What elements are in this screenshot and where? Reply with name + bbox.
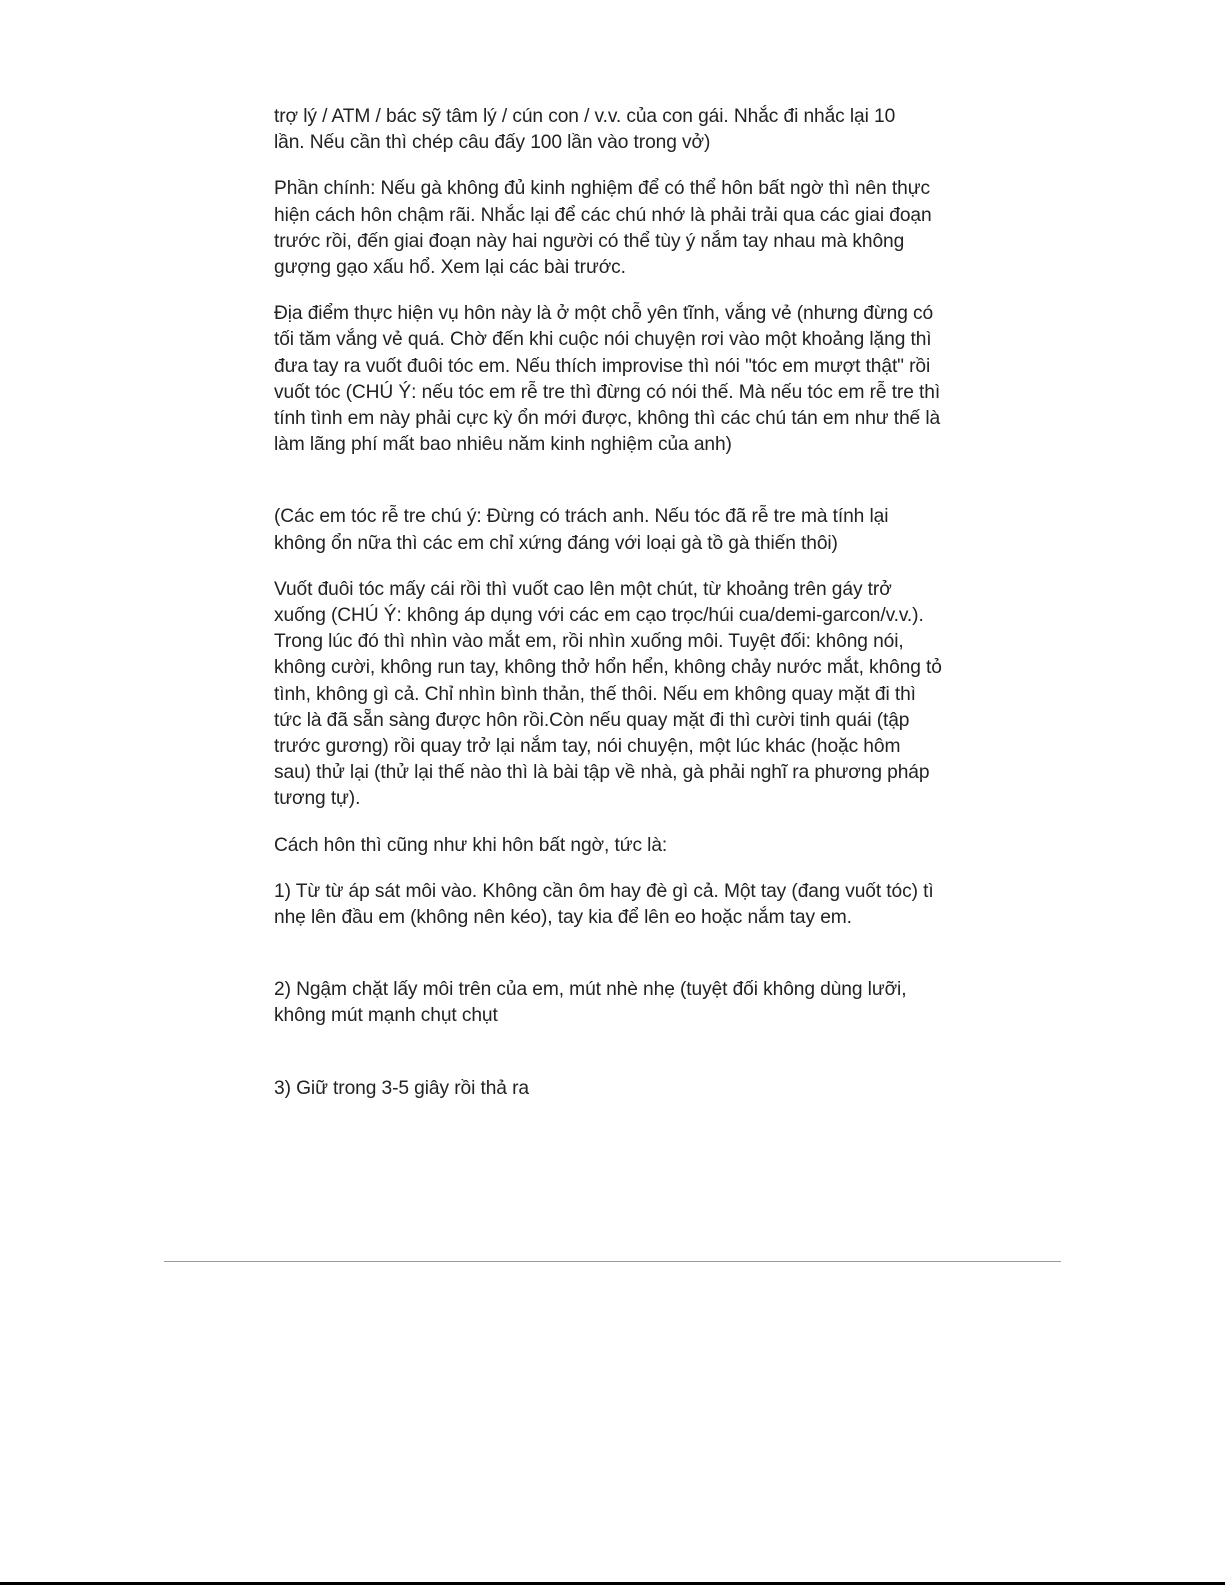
text-line: tính tình em này phải cực kỳ ổn mới được, không thì các chú tán em như thế là — [274, 408, 941, 430]
text-line: Cách hôn thì cũng như khi hôn bất ngờ, tức là: — [274, 834, 668, 856]
text-line: vuốt tóc (CHÚ Ý: nếu tóc em rễ tre thì đừng có nói thế. Mà nếu tóc em rễ tre thì — [274, 381, 941, 403]
text-line: lần. Nếu cần thì chép câu đấy 100 lần vào trong vở) — [274, 132, 711, 154]
text-line: tương tự). — [274, 788, 361, 810]
text-line: xuống (CHÚ Ý: không áp dụng với các em cạo trọc/húi cua/demi-garcon/v.v.). — [274, 605, 924, 627]
text-line: làm lãng phí mất bao nhiêu năm kinh nghiệm của anh) — [274, 434, 732, 456]
text-line: Trong lúc đó thì nhìn vào mắt em, rồi nhìn xuống môi. Tuyệt đối: không nói, — [274, 631, 904, 653]
text-line: Địa điểm thực hiện vụ hôn này là ở một chỗ yên tĩnh, vắng vẻ (nhưng đừng có — [274, 303, 934, 325]
text-line: đưa tay ra vuốt đuôi tóc em. Nếu thích improvise thì nói "tóc em mượt thật" rồi — [274, 355, 931, 377]
text-line: hiện cách hôn chậm rãi. Nhắc lại để các chú nhớ là phải trải qua các giai đoạn — [274, 204, 932, 226]
document-body — [274, 104, 954, 1122]
paragraph-main-part — [274, 176, 954, 281]
page-divider — [164, 1261, 1061, 1262]
text-line: trước gương) rồi quay trở lại nắm tay, nói chuyện, một lúc khác (hoặc hôm — [274, 736, 901, 758]
text-line: sau) thử lại (thử lại thế nào thì là bài tập về nhà, gà phải nghĩ ra phương pháp — [274, 762, 930, 784]
paragraph-stroke-hair — [274, 577, 954, 813]
text-line: tức là đã sẵn sàng được hôn rồi.Còn nếu quay mặt đi thì cười tinh quái (tập — [274, 709, 910, 731]
text-line: trợ lý / ATM / bác sỹ tâm lý / cún con / v.v. của con gái. Nhắc đi nhắc lại 10 — [274, 106, 896, 127]
paragraph-step-3 — [274, 1076, 954, 1102]
text-line: không ổn nữa thì các em chỉ xứng đáng với loại gà tồ gà thiến thôi) — [274, 532, 838, 554]
paragraph-step-2 — [274, 977, 954, 1029]
text-line: Vuốt đuôi tóc mấy cái rồi thì vuốt cao lên một chút, từ khoảng trên gáy trở — [274, 578, 892, 600]
text-line: tối tăm vắng vẻ quá. Chờ đến khi cuộc nói chuyện rơi vào một khoảng lặng thì — [274, 329, 932, 351]
text-line: nhẹ lên đầu em (không nên kéo), tay kia để lên eo hoặc nắm tay em. — [274, 907, 852, 929]
paragraph-how-to — [274, 833, 954, 859]
text-line: (Các em tóc rễ tre chú ý: Đừng có trách anh. Nếu tóc đã rễ tre mà tính lại — [274, 506, 889, 528]
text-line: Phần chính: Nếu gà không đủ kinh nghiệm để có thể hôn bất ngờ thì nên thực — [274, 178, 930, 200]
text-line: gượng gạo xấu hổ. Xem lại các bài trước. — [274, 257, 626, 279]
text-line: không mút mạnh chụt chụt — [274, 1005, 498, 1027]
paragraph-step-1 — [274, 879, 954, 931]
text-line: trước rồi, đến giai đoạn này hai người có thể tùy ý nắm tay nhau mà không — [274, 230, 905, 252]
text-line: 3) Giữ trong 3-5 giây rồi thả ra — [274, 1077, 529, 1099]
text-line: tình, không gì cả. Chỉ nhìn bình thản, thế thôi. Nếu em không quay mặt đi thì — [274, 683, 916, 705]
text-line: 1) Từ từ áp sát môi vào. Không cần ôm hay đè gì cả. Một tay (đang vuốt tóc) tì — [274, 880, 934, 902]
paragraph-intro-end — [274, 104, 954, 156]
text-line: không cười, không run tay, không thở hổn hển, không chảy nước mắt, không tỏ — [274, 657, 942, 679]
paragraph-location — [274, 301, 954, 458]
paragraph-note — [274, 504, 954, 556]
text-line: 2) Ngậm chặt lấy môi trên của em, mút nhè nhẹ (tuyệt đối không dùng lưỡi, — [274, 979, 907, 1001]
